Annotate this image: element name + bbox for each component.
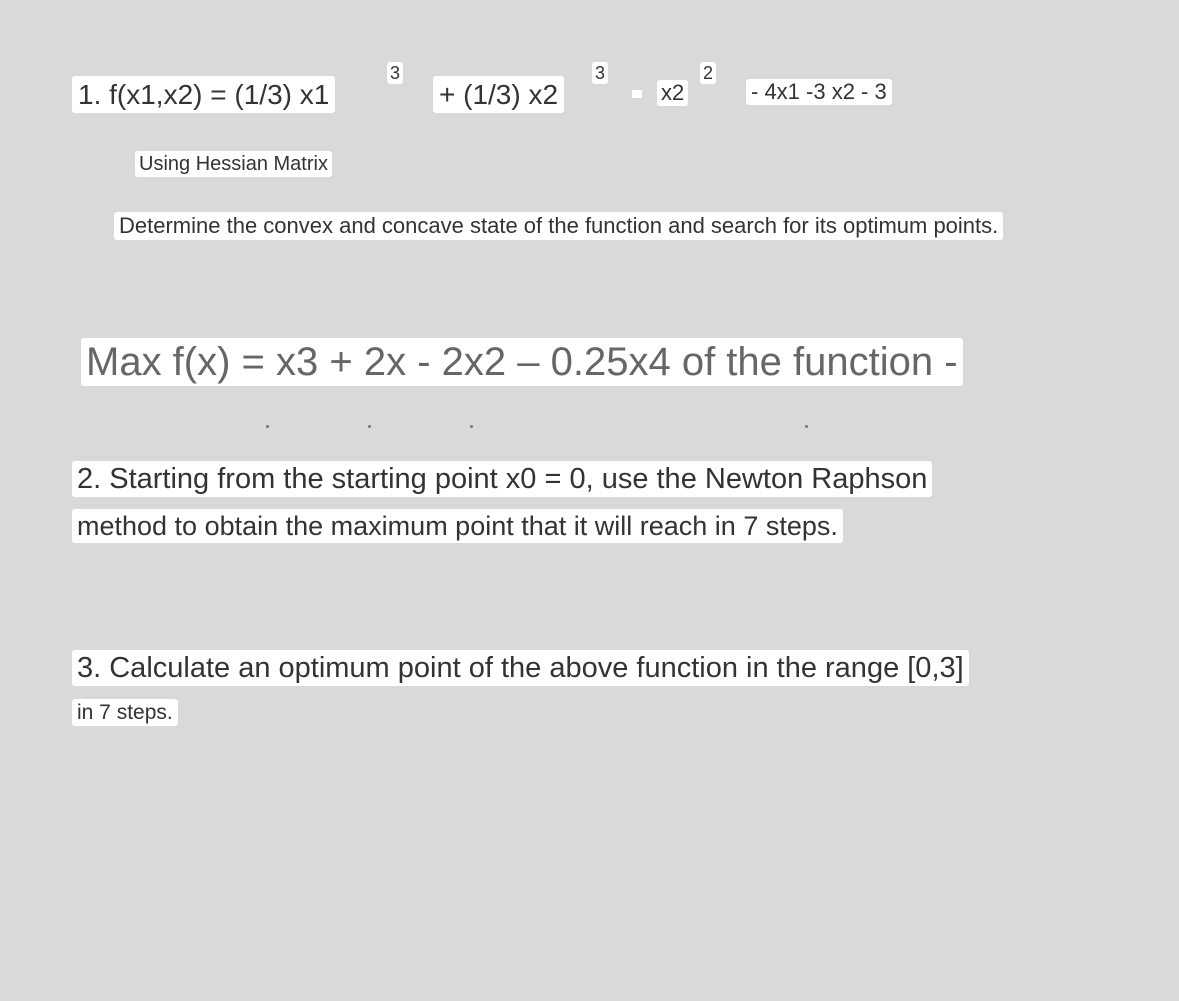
p1-term-b: + (1/3) x2 — [433, 76, 564, 113]
p3-line-2: in 7 steps. — [72, 699, 178, 726]
speck — [470, 425, 473, 428]
function-statement: Max f(x) = x3 + 2x - 2x2 – 0.25x4 of the function - — [81, 338, 963, 386]
p2-line-2: method to obtain the maximum point that it will reach in 7 steps. — [72, 509, 843, 543]
p1-task: Determine the convex and concave state of the function and search for its optimum points. — [114, 212, 1003, 240]
p1-term-d: - 4x1 -3 x2 - 3 — [746, 79, 892, 105]
p1-exponent-a: 3 — [387, 62, 403, 84]
speck — [266, 425, 269, 428]
p1-minus-mark — [632, 90, 642, 98]
p2-line-1: 2. Starting from the starting point x0 = 0, use the Newton Raphson — [72, 461, 932, 497]
p1-method: Using Hessian Matrix — [135, 151, 332, 177]
p1-term-c: x2 — [657, 80, 688, 106]
p1-term-a: 1. f(x1,x2) = (1/3) x1 — [72, 76, 335, 113]
p3-line-1: 3. Calculate an optimum point of the above function in the range [0,3] — [72, 650, 969, 686]
speck — [805, 425, 808, 428]
p1-exponent-c: 2 — [700, 62, 716, 84]
p1-exponent-b: 3 — [592, 62, 608, 84]
speck — [368, 425, 371, 428]
